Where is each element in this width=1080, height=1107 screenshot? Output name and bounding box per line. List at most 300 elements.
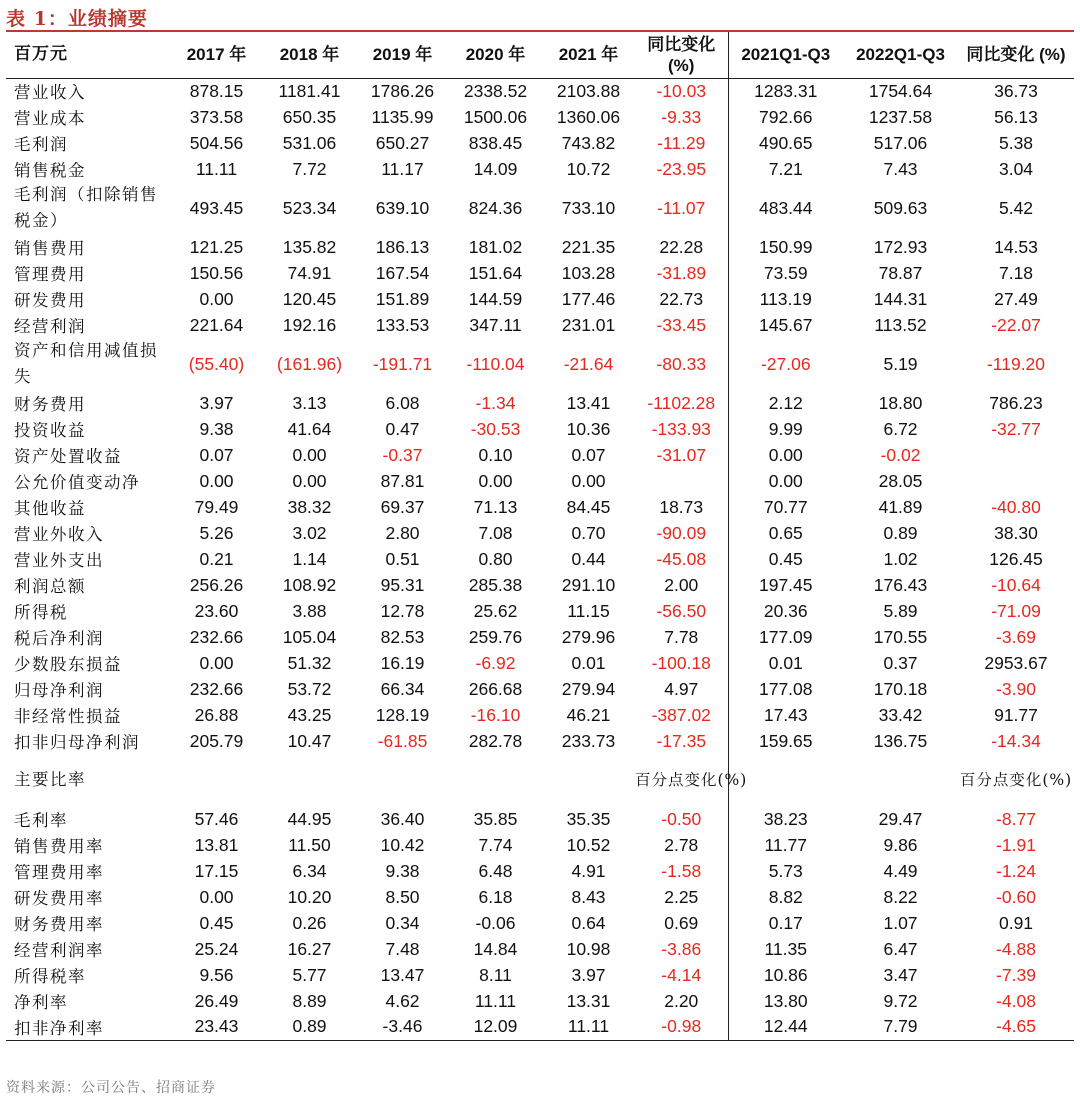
table-cell: 523.34 [282, 197, 337, 218]
table-row [6, 1014, 1074, 1040]
table-row [6, 260, 1074, 286]
table-cell: -22.07 [991, 314, 1041, 335]
table-cell: 8.82 [768, 886, 803, 907]
table-row [6, 546, 1074, 572]
table-cell: 22.28 [635, 234, 728, 260]
table-cell: -16.10 [470, 704, 521, 725]
table-cell: 10.86 [763, 964, 808, 985]
table-cell: 144.59 [468, 288, 523, 309]
row-label: 营业成本 [14, 109, 86, 128]
table-cell: 36.40 [380, 808, 425, 829]
table-cell: 167.54 [375, 262, 430, 283]
table-cell: 0.00 [292, 444, 327, 465]
table-cell: 0.00 [199, 652, 234, 673]
table-cell: 8.89 [292, 990, 327, 1011]
table-cell: -0.98 [635, 1014, 728, 1040]
table-cell [958, 442, 1074, 468]
table-cell: 108.92 [282, 574, 337, 595]
table-cell: 0.00 [478, 470, 513, 491]
table-cell: 0.45 [768, 548, 803, 569]
table-cell: 0.00 [199, 886, 234, 907]
table-cell: 26.88 [194, 704, 239, 725]
table-cell: 25.24 [194, 938, 239, 959]
table-cell: -31.89 [635, 260, 728, 286]
table-cell: 135.82 [282, 236, 337, 257]
table-cell: 5.42 [998, 197, 1034, 218]
table-row [6, 286, 1074, 312]
table-cell: -3.86 [635, 936, 728, 962]
table-cell: -30.53 [470, 418, 521, 439]
table-cell: 1135.99 [371, 106, 434, 127]
row-label: 扣非归母净利润 [14, 733, 140, 752]
row-label: 研发费用率 [14, 889, 104, 908]
source-note: 资料来源：公司公告、招商证券 [6, 1080, 216, 1096]
table-cell: 6.72 [883, 418, 918, 439]
table-cell: -0.60 [996, 886, 1036, 907]
table-cell: 23.43 [170, 1014, 263, 1040]
table-cell: 69.37 [380, 496, 425, 517]
table-row [6, 234, 1074, 260]
table-cell: 36.73 [994, 80, 1038, 101]
row-label: 毛利率 [14, 811, 68, 830]
table-cell: 197.45 [758, 574, 813, 595]
row-label: 营业外支出 [14, 551, 104, 570]
table-cell: 2.25 [635, 884, 728, 910]
table-cell: 1360.06 [556, 106, 621, 127]
table-cell: 0.89 [263, 1014, 356, 1040]
row-label: 研发费用 [14, 291, 86, 310]
table-cell: 1500.06 [463, 106, 528, 127]
table-cell: 46.21 [566, 704, 611, 725]
table-cell: 17.15 [194, 860, 239, 881]
table-cell: 5.73 [768, 860, 803, 881]
table-cell: 2953.67 [984, 652, 1048, 673]
header-2020: 2020 年 [449, 32, 542, 78]
table-cell: 13.80 [763, 990, 808, 1011]
table-cell: 0.00 [768, 444, 803, 465]
table-cell: 3.02 [292, 522, 327, 543]
table-cell: 113.19 [759, 288, 812, 309]
table-cell: 1.02 [883, 548, 918, 569]
row-label: 公允价值变动净 [14, 473, 140, 492]
table-cell: -80.33 [635, 338, 728, 390]
table-cell: 0.07 [199, 444, 234, 465]
table-cell: 10.72 [566, 158, 611, 179]
table-cell: 266.68 [468, 678, 523, 699]
table-cell: 2103.88 [556, 80, 621, 101]
table-cell: 1237.58 [868, 106, 933, 127]
table-cell: 878.15 [189, 80, 244, 101]
table-cell: -71.09 [991, 600, 1041, 621]
table-cell: 0.64 [571, 912, 606, 933]
table-cell: 113.52 [874, 314, 927, 335]
table-cell: -90.09 [635, 520, 728, 546]
table-cell: -4.08 [996, 990, 1036, 1011]
table-row [6, 884, 1074, 910]
table-cell: 1754.64 [868, 80, 933, 101]
table-cell: -0.02 [880, 444, 921, 465]
table-cell: 71.13 [473, 496, 518, 517]
table-row [6, 312, 1074, 338]
table-cell: 0.17 [768, 912, 803, 933]
table-cell: 10.52 [566, 834, 611, 855]
table-cell: 91.77 [994, 704, 1038, 725]
table-row [6, 910, 1074, 936]
table-cell: 18.73 [635, 494, 728, 520]
table-cell: 0.70 [571, 522, 606, 543]
table-cell: 35.35 [566, 808, 611, 829]
table-cell: -191.71 [372, 353, 433, 374]
table-cell: 1.07 [883, 912, 918, 933]
row-label: 少数股东损益 [14, 655, 122, 674]
ratio-section-row [6, 754, 1074, 806]
table-cell: 285.38 [468, 574, 523, 595]
table-cell: -31.07 [635, 442, 728, 468]
table-cell: 26.49 [194, 990, 239, 1011]
table-row [6, 962, 1074, 988]
table-row [6, 702, 1074, 728]
table-cell: 23.60 [194, 600, 239, 621]
ratio-change-header-q1q3: 百分点变化(%) [959, 771, 1073, 789]
table-row [6, 676, 1074, 702]
table-cell: 145.67 [758, 314, 813, 335]
table-cell: 7.79 [843, 1014, 958, 1040]
table-cell: 5.38 [998, 132, 1034, 153]
row-label: 经营利润 [14, 317, 86, 336]
table-cell: 38.23 [763, 808, 808, 829]
table-cell: -33.45 [635, 312, 728, 338]
table-cell: 128.19 [375, 704, 430, 725]
table-cell: -1102.28 [635, 390, 728, 416]
table-cell: 4.91 [571, 860, 606, 881]
table-cell: 483.44 [758, 197, 813, 218]
table-cell: -100.18 [635, 650, 728, 676]
table-cell: 151.89 [375, 288, 430, 309]
table-cell: 10.98 [566, 938, 611, 959]
table-row [6, 520, 1074, 546]
table-cell: 231.01 [561, 314, 616, 335]
row-label: 销售税金 [14, 161, 86, 180]
table-cell: 7.08 [478, 522, 513, 543]
table-row [6, 832, 1074, 858]
table-cell: 9.38 [385, 860, 420, 881]
table-cell: 120.45 [282, 288, 337, 309]
table-cell: 7.74 [478, 834, 513, 855]
table-cell: 150.56 [189, 262, 244, 283]
table-cell: 838.45 [468, 132, 523, 153]
table-cell: 181.02 [468, 236, 523, 257]
table-cell: 14.53 [994, 236, 1038, 257]
row-label: 扣非净利率 [6, 1014, 170, 1040]
table-cell: 44.95 [287, 808, 332, 829]
table-cell: -56.50 [635, 598, 728, 624]
table-cell: -0.06 [475, 912, 516, 933]
table-cell: 0.00 [571, 470, 606, 491]
table-cell: 13.81 [194, 834, 239, 855]
row-label: 财务费用率 [14, 915, 104, 934]
table-cell: 41.89 [878, 496, 923, 517]
table-cell: 0.34 [385, 912, 420, 933]
table-cell: 9.56 [199, 964, 234, 985]
table-cell: 0.07 [571, 444, 606, 465]
table-cell: -1.91 [996, 834, 1036, 855]
table-cell: 172.93 [873, 236, 928, 257]
table-cell: 0.91 [998, 912, 1034, 933]
table-cell: 105.04 [282, 626, 337, 647]
table-cell: -45.08 [635, 546, 728, 572]
table-cell: 84.45 [566, 496, 611, 517]
header-unit: 百万元 [6, 32, 170, 78]
table-cell: 43.25 [287, 704, 332, 725]
table-cell: 176.43 [873, 574, 928, 595]
table-row [6, 806, 1074, 832]
table-cell: 256.26 [189, 574, 244, 595]
table-cell: 3.04 [998, 158, 1034, 179]
table-row [6, 130, 1074, 156]
row-label: 管理费用率 [14, 863, 104, 882]
table-cell: 5.26 [199, 522, 234, 543]
row-label: 经营利润率 [14, 941, 104, 960]
table-cell: 6.34 [292, 860, 327, 881]
row-label: 资产处置收益 [14, 447, 122, 466]
table-cell: 192.16 [282, 314, 337, 335]
table-cell: 177.08 [758, 678, 813, 699]
table-cell: -0.50 [635, 806, 728, 832]
table-cell: 9.99 [768, 418, 803, 439]
table-cell: 0.00 [199, 470, 234, 491]
table-cell: 79.49 [194, 496, 239, 517]
table-row [6, 78, 1074, 104]
row-label: 资产和信用减值损失 [14, 341, 158, 386]
table-cell: -3.69 [996, 626, 1036, 647]
table-cell: 9.72 [883, 990, 918, 1011]
table-cell: 20.36 [763, 600, 808, 621]
table-cell: 279.96 [561, 626, 616, 647]
table-cell: 0.44 [571, 548, 606, 569]
table-cell: 14.09 [473, 158, 518, 179]
table-row [6, 572, 1074, 598]
table-cell: -9.33 [635, 104, 728, 130]
table-cell: 13.41 [566, 392, 611, 413]
table-cell: 9.38 [199, 418, 234, 439]
table-cell: -6.92 [475, 652, 516, 673]
table-cell: 1283.31 [754, 80, 818, 101]
row-label: 其他收益 [14, 499, 86, 518]
table-cell: -10.64 [991, 574, 1041, 595]
table-cell: 11.35 [764, 938, 807, 959]
row-label: 归母净利润 [14, 681, 104, 700]
row-label: 所得税 [14, 603, 68, 622]
table-cell: 144.31 [873, 288, 928, 309]
table-cell: 9.86 [883, 834, 918, 855]
table-cell: 82.53 [380, 626, 425, 647]
table-cell: 0.89 [883, 522, 918, 543]
table-cell: 3.97 [199, 392, 234, 413]
table-cell: 291.10 [561, 574, 616, 595]
table-cell: 103.28 [561, 262, 616, 283]
row-label: 非经常性损益 [14, 707, 122, 726]
table-cell: 87.81 [380, 470, 425, 491]
table-cell: 347.11 [469, 314, 522, 335]
header-yoy-annual: 同比变化 (%) [635, 32, 728, 78]
table-cell: 17.43 [763, 704, 808, 725]
row-label: 投资收益 [14, 421, 86, 440]
table-cell: 5.89 [883, 600, 918, 621]
table-cell: 13.31 [566, 990, 611, 1011]
table-cell: 8.11 [479, 964, 512, 985]
table-cell: 25.62 [473, 600, 518, 621]
table-cell: 57.46 [194, 808, 239, 829]
header-2021: 2021 年 [542, 32, 635, 78]
table-cell: -10.03 [635, 78, 728, 104]
table-cell: -4.65 [958, 1014, 1074, 1040]
table-cell: 170.55 [873, 626, 928, 647]
table-cell: 8.22 [883, 886, 918, 907]
table-cell: 373.58 [189, 106, 244, 127]
table-cell: -27.06 [760, 353, 811, 374]
table-cell: -133.93 [635, 416, 728, 442]
table-cell: 2338.52 [463, 80, 528, 101]
table-cell: 205.79 [189, 730, 244, 751]
table-cell: (55.40) [188, 353, 245, 374]
table-cell: 41.64 [287, 418, 332, 439]
table-cell: 11.50 [288, 834, 331, 855]
table-cell: 11.77 [764, 834, 807, 855]
table-cell: 7.78 [635, 624, 728, 650]
table-cell: -110.04 [466, 353, 525, 374]
table-cell: -4.14 [635, 962, 728, 988]
table-cell: 78.87 [878, 262, 923, 283]
table-cell: -4.88 [996, 938, 1036, 959]
table-row [6, 416, 1074, 442]
table-cell: -0.37 [382, 444, 423, 465]
row-label: 管理费用 [14, 265, 86, 284]
table-cell: 824.36 [468, 197, 523, 218]
table-cell: 1786.26 [370, 80, 435, 101]
table-cell: 73.59 [763, 262, 808, 283]
row-label: 营业外收入 [14, 525, 104, 544]
table-cell: 38.32 [287, 496, 332, 517]
header-row [6, 32, 1074, 78]
table-cell: 10.42 [380, 834, 425, 855]
table-cell: 7.72 [292, 158, 327, 179]
table-cell: 177.09 [758, 626, 813, 647]
table-cell: 233.73 [561, 730, 616, 751]
table-cell: 4.97 [635, 676, 728, 702]
table-cell: 53.72 [287, 678, 332, 699]
table-cell: 0.26 [292, 912, 327, 933]
row-label: 毛利润（扣除销售税金） [14, 185, 158, 230]
header-2021q1q3: 2021Q1-Q3 [728, 32, 843, 78]
table-row [6, 598, 1074, 624]
table-cell: 12.44 [728, 1014, 843, 1040]
table-cell: 27.49 [994, 288, 1038, 309]
table-cell: -11.29 [635, 130, 728, 156]
table-cell: 221.64 [189, 314, 244, 335]
table-cell: 10.47 [287, 730, 332, 751]
table-cell: 282.78 [468, 730, 523, 751]
table-cell: 133.53 [375, 314, 430, 335]
table-cell: 7.48 [385, 938, 420, 959]
table-cell: -387.02 [635, 702, 728, 728]
table-cell: 177.46 [561, 288, 616, 309]
table-cell: -32.77 [991, 418, 1041, 439]
table-cell: 0.10 [478, 444, 513, 465]
table-cell: -1.58 [635, 858, 728, 884]
table-cell: 0.00 [199, 288, 234, 309]
table-row [6, 442, 1074, 468]
table-cell: 29.47 [878, 808, 923, 829]
table-cell: 2.12 [768, 392, 803, 413]
table-cell: 74.91 [287, 262, 332, 283]
table-row [6, 728, 1074, 754]
table-cell: 11.15 [567, 600, 610, 621]
table-cell: 1.14 [292, 548, 327, 569]
table-cell: 517.06 [873, 132, 928, 153]
table-cell: 35.85 [473, 808, 518, 829]
financial-summary-table [6, 32, 1074, 1041]
table-cell: 3.97 [571, 964, 606, 985]
table-cell: 509.63 [873, 197, 928, 218]
ratio-section-label: 主要比率 [14, 770, 86, 789]
table-cell: 786.23 [989, 392, 1043, 413]
table-cell: 0.69 [635, 910, 728, 936]
ratio-change-header-annual: 百分点变化(%) [635, 754, 728, 806]
table-row [6, 624, 1074, 650]
table-cell: 12.78 [380, 600, 425, 621]
table-row [6, 650, 1074, 676]
table-cell: 38.30 [994, 522, 1038, 543]
table-cell: 28.05 [878, 470, 923, 491]
table-cell: 0.45 [199, 912, 234, 933]
table-cell [958, 468, 1074, 494]
table-cell: 259.76 [468, 626, 523, 647]
table-cell: 11.17 [381, 158, 424, 179]
table-cell: 11.11 [542, 1014, 635, 1040]
header-2018: 2018 年 [263, 32, 356, 78]
table-cell: 16.27 [287, 938, 332, 959]
header-2019: 2019 年 [356, 32, 449, 78]
table-cell: (161.96) [276, 353, 343, 374]
table-cell: 733.10 [561, 197, 616, 218]
table-cell: 11.11 [474, 990, 517, 1011]
table-row [6, 390, 1074, 416]
table-cell: 3.47 [883, 964, 918, 985]
row-label: 毛利润 [14, 135, 68, 154]
table-cell: 8.43 [571, 886, 606, 907]
table-cell: 22.73 [635, 286, 728, 312]
table-cell: -17.35 [635, 728, 728, 754]
table-cell: 232.66 [189, 626, 244, 647]
table-cell: 6.48 [478, 860, 513, 881]
header-yoy-q1q3: 同比变化 (%) [958, 32, 1074, 78]
empty-cell [170, 754, 263, 806]
table-row [6, 156, 1074, 182]
table-row [6, 104, 1074, 130]
table-cell: 504.56 [189, 132, 244, 153]
table-cell: 0.37 [883, 652, 918, 673]
table-cell: 56.13 [994, 106, 1038, 127]
table-cell: 531.06 [282, 132, 337, 153]
table-cell: 0.00 [768, 470, 803, 491]
row-label: 净利率 [14, 993, 68, 1012]
table-cell: 95.31 [380, 574, 425, 595]
row-label: 销售费用率 [14, 837, 104, 856]
table-cell: 66.34 [380, 678, 425, 699]
table-cell: 232.66 [189, 678, 244, 699]
table-cell: 0.00 [292, 470, 327, 491]
table-cell: -1.34 [475, 392, 516, 413]
